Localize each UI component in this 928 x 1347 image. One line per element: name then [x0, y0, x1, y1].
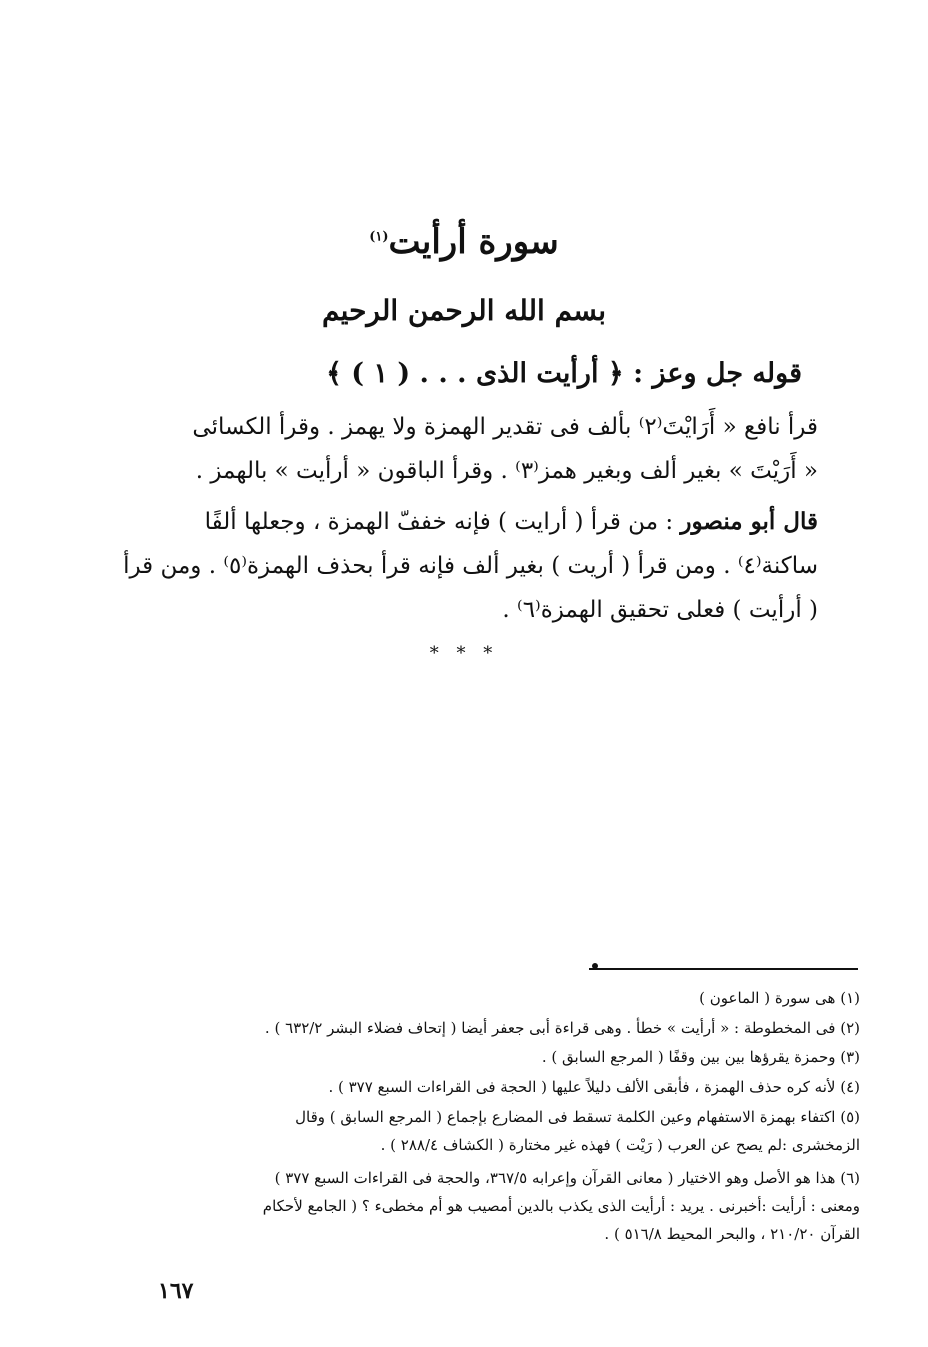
- footnote-4: (٤) لأنه كره حذف الهمزة ، فأبقى الألف دليلاً عليها ( الحجة فى القراءات السبع ٣٧٧ ) .: [328, 1078, 860, 1096]
- paragraph-line: [148, 500, 818, 544]
- paragraph-line: « أَرَيْتَ » بغير ألف وبغير همز⁽٣⁾ . وقرأ الباقون « أرأيت » بالهمز .: [195, 458, 818, 484]
- section-separator: * * *: [429, 643, 499, 664]
- paragraph-line: قرأ نافع « أَرَايْتَ⁽٢⁾ بألف فى تقدير الهمزة ولا يهمز . وقرأ الكسائى: [192, 414, 818, 440]
- surah-title-footnote-ref: (١): [369, 229, 389, 245]
- paragraph-line: ساكنة⁽٤⁾ . ومن قرأ ( أريت ) بغير ألف فإنه قرأ بحذف الهمزة⁽٥⁾ . ومن قرأ: [123, 553, 818, 579]
- footnote-1: (١) هى سورة ( الماعون ): [699, 989, 860, 1007]
- paragraph-readings: [148, 405, 818, 493]
- surah-title: [0, 222, 928, 262]
- footnote-2: (٢) فى المخطوطة : « أرأيت » خطأ . وهى قراءة أبى جعفر أيضا ( إتحاف فضلاء البشر ٦٣٢/٢ ) .: [264, 1019, 860, 1037]
- verse-heading: قوله جل وعز : ﴿ أرأيت الذى . . . ( ١ ) ﴾: [326, 358, 802, 389]
- footnote-line: (٦) هذا هو الأصل وهو الاختيار ( معانى القرآن وإعرابه ٣٦٧/٥، والحجة فى القراءات السبع ٣٧٧ ): [274, 1169, 860, 1187]
- footnote-3: (٣) وحمزة يقرؤها بين بين وقفًا ( المرجع السابق ) .: [541, 1048, 860, 1066]
- surah-title-text: سورة أرأيت: [388, 222, 559, 262]
- footnote-rule-dot: [592, 963, 598, 969]
- footnote-line: الزمخشرى :لم يصح عن العرب ( رَيْت ) فهذه غير مختارة ( الكشاف ٢٨٨/٤ ) .: [380, 1136, 860, 1154]
- footnote-line: القرآن ٢١٠/٢٠ ، والبحر المحيط ٥١٦/٨ ) .: [604, 1225, 860, 1243]
- paragraph-lead: قال أبو منصور: [680, 508, 818, 535]
- footnote-rule: [589, 968, 858, 970]
- footnote-6: [263, 1164, 860, 1248]
- footnote-5: [295, 1103, 860, 1159]
- footnote-line: ومعنى : أرأيت :أخبرنى . يريد : أرأيت الذى يكذب بالدين أمصيب هو أم مخطىء ؟ ( الجامع لأحكام: [262, 1197, 860, 1215]
- page-number: ١٦٧: [158, 1278, 194, 1304]
- paragraph-line: ( أرأيت ) فعلى تحقيق الهمزة⁽٦⁾ .: [502, 597, 818, 623]
- basmala: بسم الله الرحمن الرحيم: [322, 294, 606, 327]
- footnote-line: (٥) اكتفاء بهمزة الاستفهام وعين الكلمة تسقط فى المضارع بإجماع ( المرجع السابق ) وقال: [295, 1108, 860, 1126]
- paragraph-line-rest: : من قرأ ( أرايت ) فإنه خففّ الهمزة ، وجعلها ألفًا: [204, 509, 674, 535]
- paragraph-abu-mansur: [123, 500, 818, 632]
